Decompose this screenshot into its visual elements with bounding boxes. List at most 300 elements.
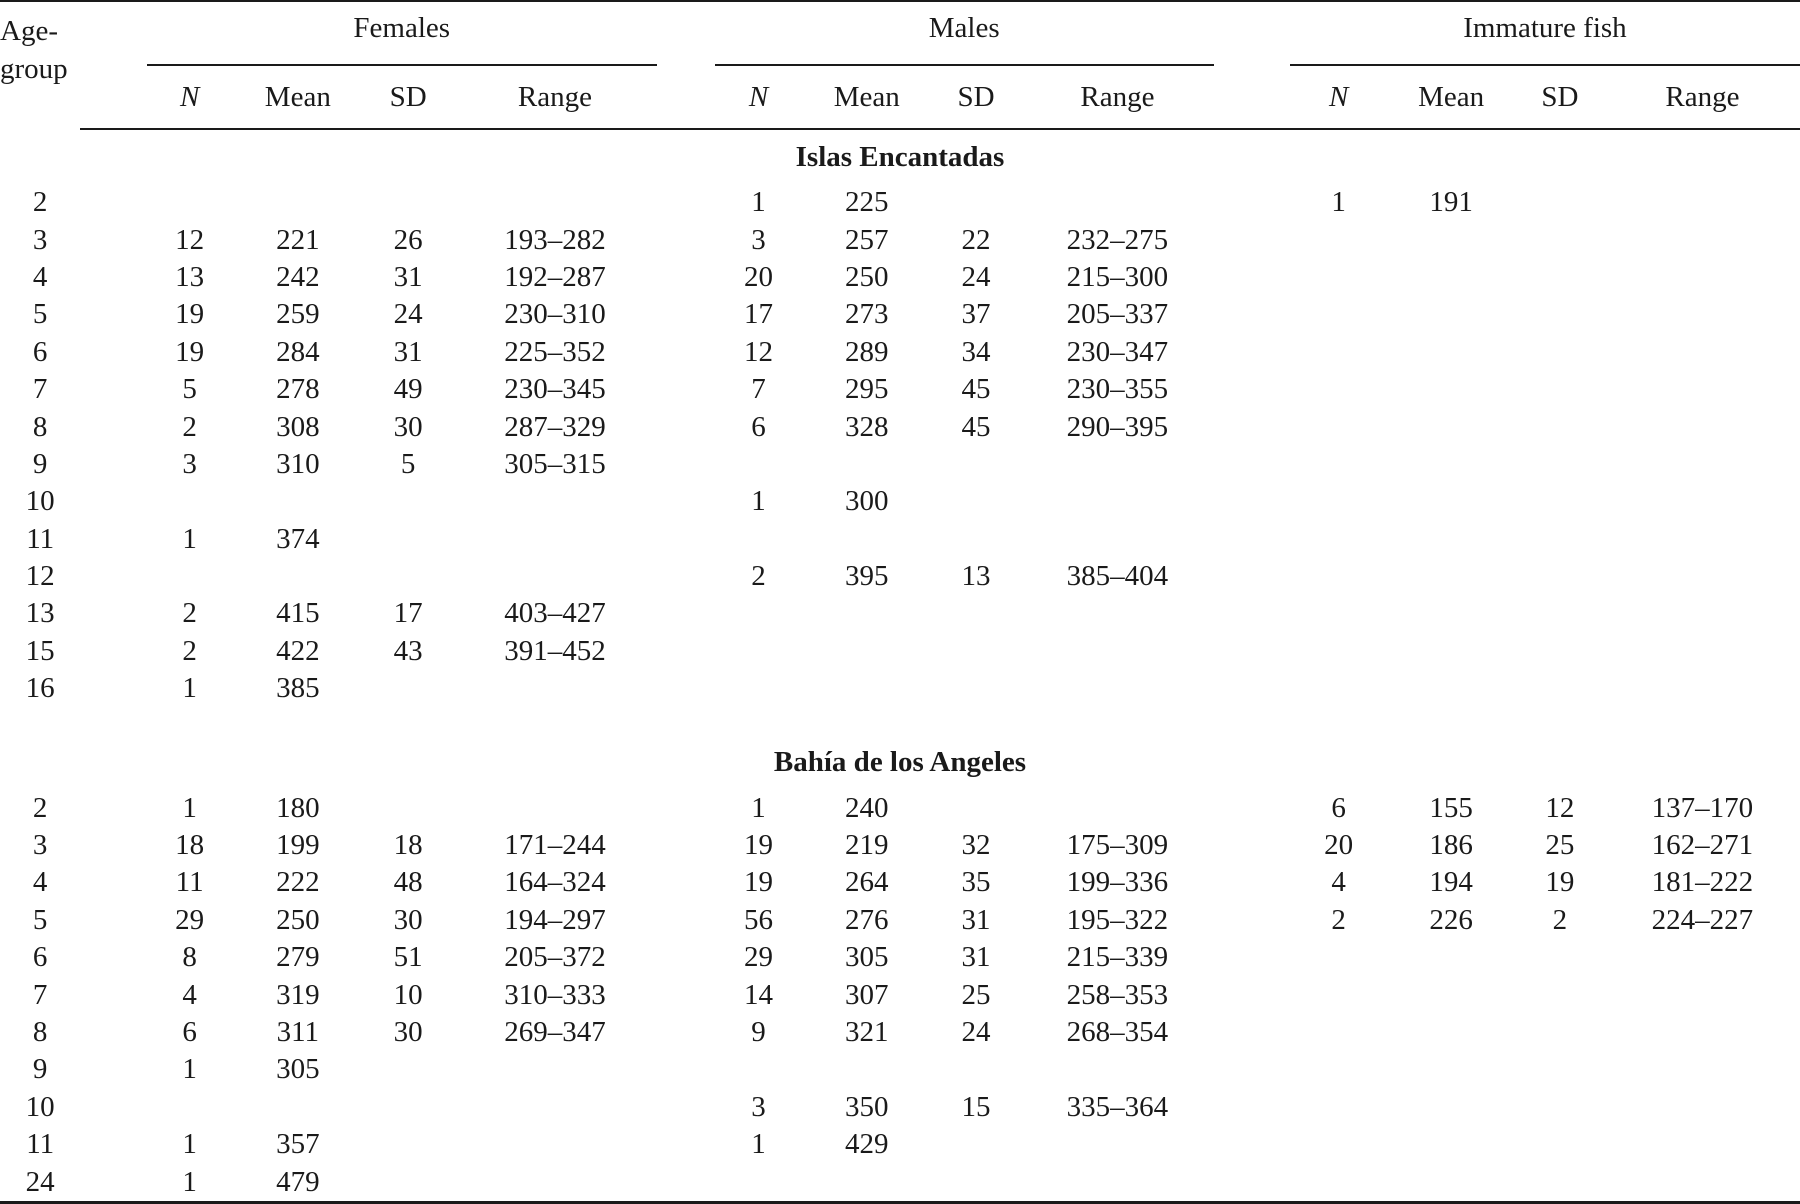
immature-sd-cell [1515, 1014, 1605, 1051]
females-sd-cell: 5 [400, 447, 416, 480]
age-cell: 5 [32, 298, 48, 331]
immature-n-cell [1290, 408, 1387, 445]
males-range-cell [1021, 521, 1214, 558]
females-range-cell: 225–352 [504, 335, 606, 368]
males-mean-cell: 240 [844, 791, 889, 824]
females-range-cell [453, 1126, 657, 1163]
table-row [0, 1126, 1800, 1163]
females-sd-cell [363, 483, 453, 520]
males-n-cell: 12 [744, 335, 774, 368]
males-sd-cell: 45 [961, 410, 991, 443]
table-row [0, 1089, 1800, 1126]
males-mean-cell: 295 [844, 373, 889, 406]
males-range-cell [1021, 1163, 1214, 1202]
males-mean-cell [802, 670, 931, 707]
males-range-cell: 335–364 [1066, 1090, 1169, 1123]
females-range-cell [453, 184, 657, 221]
females-range-cell [453, 789, 657, 826]
immature-sd-cell: 25 [1545, 829, 1575, 862]
males-mean-cell: 429 [844, 1128, 889, 1161]
males-range-cell: 215–339 [1066, 941, 1169, 974]
immature-range-cell [1605, 483, 1800, 520]
table-row [0, 259, 1800, 296]
age-cell: 4 [32, 866, 48, 899]
females-n-cell [147, 1089, 233, 1126]
section-title: Bahía de los Angeles [773, 746, 1027, 779]
females-mean-cell: 250 [276, 903, 320, 936]
females-n-cell: 1 [182, 672, 197, 705]
females-sd-cell [363, 1126, 453, 1163]
females-sd-cell: 31 [393, 335, 423, 368]
females-range-cell [453, 521, 657, 558]
table-row [0, 789, 1800, 826]
table-row [0, 558, 1800, 595]
females-n-cell: 1 [182, 1128, 197, 1161]
males-n-cell [715, 595, 803, 632]
males-sd-cell [931, 1051, 1021, 1088]
immature-sd-cell [1515, 371, 1605, 408]
col-header-mean: Mean [802, 65, 931, 129]
immature-sd-cell [1515, 1089, 1605, 1126]
males-sd-cell: 25 [961, 978, 991, 1011]
males-mean-cell [802, 633, 931, 670]
males-range-cell: 230–347 [1066, 335, 1169, 368]
males-n-cell: 9 [751, 1016, 766, 1048]
col-header-sd: SD [931, 65, 1021, 129]
females-mean-cell: 242 [276, 260, 320, 293]
males-mean-cell: 328 [844, 410, 889, 443]
males-n-cell [715, 670, 803, 707]
immature-mean-cell [1387, 408, 1514, 445]
table-row [0, 1051, 1800, 1088]
males-sd-cell: 37 [961, 298, 991, 331]
males-mean-cell: 225 [844, 186, 889, 219]
males-range-cell [1021, 184, 1214, 221]
males-n-cell [715, 446, 803, 483]
females-range-cell: 194–297 [504, 903, 606, 936]
immature-n-cell [1290, 1089, 1387, 1126]
age-cell: 16 [25, 672, 55, 705]
females-sd-cell: 24 [393, 298, 423, 331]
males-mean-cell: 257 [844, 223, 889, 256]
immature-n-cell: 20 [1324, 829, 1354, 862]
immature-range-cell [1605, 259, 1800, 296]
age-cell: 15 [25, 634, 55, 667]
table-row [0, 184, 1800, 221]
immature-sd-cell [1515, 670, 1605, 707]
immature-n-cell [1290, 1051, 1387, 1088]
males-range-cell: 385–404 [1066, 560, 1169, 593]
immature-mean-cell [1387, 1051, 1514, 1088]
males-n-cell [715, 1051, 803, 1088]
females-n-cell: 3 [182, 447, 197, 480]
table-row [0, 595, 1800, 632]
males-sd-cell: 31 [961, 903, 991, 936]
females-mean-cell: 374 [276, 522, 320, 555]
immature-range-cell [1605, 633, 1800, 670]
immature-n-cell [1290, 1163, 1387, 1202]
immature-mean-cell [1387, 1126, 1514, 1163]
males-mean-cell: 289 [844, 335, 889, 368]
immature-n-cell [1290, 521, 1387, 558]
table-header [0, 1, 1800, 129]
males-range-cell: 175–309 [1066, 829, 1169, 862]
age-cell: 5 [32, 903, 48, 936]
immature-n-cell [1290, 633, 1387, 670]
age-cell: 4 [32, 260, 48, 293]
males-n-cell: 1 [751, 791, 766, 824]
females-range-cell: 287–329 [504, 410, 606, 443]
females-mean-cell [232, 483, 363, 520]
males-sd-cell [931, 789, 1021, 826]
table-body [0, 129, 1800, 1202]
age-cell: 3 [32, 829, 48, 862]
males-range-cell: 232–275 [1066, 223, 1169, 256]
immature-range-cell [1605, 939, 1800, 976]
immature-range-cell [1605, 408, 1800, 445]
females-sd-cell [363, 789, 453, 826]
males-n-cell: 1 [751, 1128, 766, 1161]
table-row [0, 446, 1800, 483]
females-mean-cell [232, 1089, 363, 1126]
females-n-cell: 1 [182, 522, 197, 555]
females-mean-cell: 308 [276, 410, 320, 443]
females-range-cell: 391–452 [504, 634, 606, 667]
females-range-cell: 164–324 [504, 866, 606, 899]
males-sd-cell: 15 [961, 1090, 991, 1123]
immature-range-cell [1605, 521, 1800, 558]
females-mean-cell: 415 [276, 597, 320, 630]
immature-mean-cell [1387, 976, 1514, 1013]
females-range-cell: 310–333 [504, 978, 606, 1011]
immature-mean-cell: 186 [1429, 829, 1473, 862]
females-mean-cell [232, 184, 363, 221]
table-row [0, 827, 1800, 864]
immature-range-cell [1605, 296, 1800, 333]
immature-range-cell [1605, 1089, 1800, 1126]
females-n-cell [147, 558, 233, 595]
age-cell: 12 [25, 560, 55, 593]
immature-range-cell [1605, 595, 1800, 632]
col-header-n: N [715, 65, 803, 129]
females-mean-cell: 221 [276, 223, 320, 256]
immature-mean-cell [1387, 595, 1514, 632]
females-n-cell: 2 [182, 410, 197, 443]
immature-sd-cell: 2 [1552, 903, 1568, 936]
immature-range-cell [1605, 670, 1800, 707]
table-row [0, 902, 1800, 939]
immature-range-cell [1605, 976, 1800, 1013]
immature-range-cell: 137–170 [1651, 791, 1754, 824]
males-sd-cell [931, 521, 1021, 558]
col-header-mean: Mean [1387, 65, 1514, 129]
immature-n-cell [1290, 259, 1387, 296]
males-sd-cell: 31 [961, 941, 991, 974]
immature-sd-cell [1515, 1126, 1605, 1163]
immature-mean-cell: 155 [1429, 791, 1473, 824]
males-sd-cell [931, 483, 1021, 520]
immature-mean-cell [1387, 334, 1514, 371]
age-group-header-line2: group [0, 53, 68, 85]
table-row [0, 670, 1800, 707]
col-header-mean: Mean [232, 65, 363, 129]
table-row [0, 221, 1800, 258]
females-n-cell: 8 [182, 941, 197, 974]
immature-mean-cell [1387, 259, 1514, 296]
females-mean-cell: 305 [276, 1053, 320, 1086]
immature-range-cell [1605, 221, 1800, 258]
immature-range-cell [1605, 446, 1800, 483]
females-mean-cell: 310 [276, 447, 320, 480]
females-range-cell [453, 1163, 657, 1202]
females-sd-cell: 48 [393, 866, 423, 899]
males-mean-cell [802, 1163, 931, 1202]
col-header-sd: SD [363, 65, 453, 129]
immature-mean-cell [1387, 558, 1514, 595]
table-row [0, 408, 1800, 445]
group-header-females: Females [147, 1, 657, 65]
immature-n-cell [1290, 296, 1387, 333]
males-n-cell: 14 [744, 978, 774, 1011]
males-sd-cell: 22 [961, 223, 991, 256]
table-row [0, 334, 1800, 371]
females-n-cell: 2 [182, 597, 197, 630]
immature-mean-cell [1387, 1163, 1514, 1202]
immature-sd-cell [1515, 221, 1605, 258]
males-n-cell: 3 [751, 1090, 766, 1123]
col-header-sd: SD [1515, 65, 1605, 129]
age-cell: 10 [25, 485, 55, 518]
males-sd-cell [931, 1163, 1021, 1202]
immature-mean-cell [1387, 221, 1514, 258]
males-range-cell: 258–353 [1066, 978, 1169, 1011]
females-mean-cell: 422 [276, 634, 320, 667]
males-range-cell [1021, 633, 1214, 670]
immature-n-cell [1290, 221, 1387, 258]
males-range-cell: 205–337 [1066, 298, 1169, 331]
females-range-cell: 269–347 [504, 1016, 606, 1048]
males-n-cell: 19 [744, 866, 774, 899]
immature-sd-cell [1515, 595, 1605, 632]
females-sd-cell: 30 [393, 903, 423, 936]
females-range-cell: 230–310 [504, 298, 606, 331]
males-range-cell: 230–355 [1066, 373, 1169, 406]
males-n-cell: 17 [744, 298, 774, 331]
immature-mean-cell [1387, 633, 1514, 670]
table-row [0, 371, 1800, 408]
immature-sd-cell [1515, 976, 1605, 1013]
immature-mean-cell [1387, 670, 1514, 707]
females-sd-cell [363, 521, 453, 558]
col-header-n: N [1290, 65, 1387, 129]
females-n-cell: 1 [182, 791, 197, 824]
males-sd-cell: 32 [961, 829, 991, 862]
col-header-range: Range [453, 65, 657, 129]
immature-mean-cell [1387, 521, 1514, 558]
females-sd-cell [363, 670, 453, 707]
females-sd-cell: 30 [393, 410, 423, 443]
females-n-cell: 19 [175, 298, 205, 331]
females-mean-cell [232, 558, 363, 595]
males-n-cell: 3 [751, 223, 766, 256]
males-mean-cell: 276 [844, 903, 889, 936]
immature-sd-cell [1515, 408, 1605, 445]
males-n-cell [715, 1163, 803, 1202]
females-range-cell: 230–345 [504, 373, 606, 406]
immature-range-cell: 162–271 [1651, 829, 1754, 862]
males-mean-cell: 395 [844, 560, 889, 593]
females-n-cell: 2 [182, 634, 197, 667]
females-range-cell [453, 1051, 657, 1088]
age-cell: 6 [32, 941, 48, 974]
males-range-cell [1021, 670, 1214, 707]
females-range-cell: 193–282 [504, 223, 606, 256]
immature-n-cell: 1 [1331, 186, 1346, 219]
females-sd-cell: 18 [393, 829, 423, 862]
table-row [0, 296, 1800, 333]
females-mean-cell: 259 [276, 298, 320, 331]
males-range-cell: 199–336 [1066, 866, 1169, 899]
immature-range-cell [1605, 1014, 1800, 1051]
females-mean-cell: 319 [276, 978, 320, 1011]
age-cell: 9 [32, 1053, 48, 1086]
immature-sd-cell [1515, 483, 1605, 520]
immature-range-cell: 224–227 [1651, 903, 1754, 936]
immature-n-cell: 6 [1331, 791, 1346, 824]
section-title: Islas Encantadas [795, 140, 1005, 173]
females-mean-cell: 199 [276, 829, 320, 862]
immature-n-cell [1290, 446, 1387, 483]
females-range-cell: 403–427 [504, 597, 606, 630]
table-row [0, 864, 1800, 901]
immature-mean-cell [1387, 296, 1514, 333]
females-mean-cell: 278 [276, 373, 320, 406]
females-n-cell: 5 [182, 373, 197, 406]
age-cell: 8 [32, 410, 48, 443]
males-n-cell: 20 [744, 260, 774, 293]
females-mean-cell: 279 [276, 941, 320, 974]
females-sd-cell: 51 [393, 941, 423, 974]
males-n-cell: 29 [744, 941, 774, 974]
females-mean-cell: 357 [276, 1128, 320, 1161]
females-n-cell: 1 [182, 1053, 197, 1086]
immature-n-cell [1290, 939, 1387, 976]
table-row [0, 939, 1800, 976]
males-range-cell [1021, 446, 1214, 483]
females-sd-cell [363, 1051, 453, 1088]
immature-n-cell [1290, 976, 1387, 1013]
immature-sd-cell [1515, 446, 1605, 483]
immature-sd-cell [1515, 939, 1605, 976]
females-n-cell: 12 [175, 223, 205, 256]
males-n-cell [715, 521, 803, 558]
females-sd-cell: 31 [393, 260, 423, 293]
males-mean-cell: 219 [844, 829, 889, 862]
immature-mean-cell [1387, 483, 1514, 520]
females-sd-cell [363, 1089, 453, 1126]
males-range-cell [1021, 595, 1214, 632]
table-row [0, 1014, 1800, 1051]
immature-sd-cell [1515, 184, 1605, 221]
males-mean-cell [802, 446, 931, 483]
males-n-cell: 19 [744, 829, 774, 862]
immature-range-cell [1605, 371, 1800, 408]
males-range-cell: 290–395 [1066, 410, 1169, 443]
females-sd-cell: 10 [393, 978, 423, 1011]
table-row [0, 521, 1800, 558]
females-range-cell: 205–372 [504, 941, 606, 974]
age-cell: 7 [32, 978, 48, 1011]
females-n-cell: 6 [182, 1016, 197, 1048]
males-sd-cell: 24 [961, 260, 991, 293]
females-range-cell [453, 558, 657, 595]
immature-mean-cell: 191 [1429, 186, 1473, 219]
age-cell: 11 [26, 1128, 55, 1161]
males-mean-cell [802, 595, 931, 632]
males-sd-cell: 34 [961, 335, 991, 368]
table-row [0, 483, 1800, 520]
age-cell: 10 [25, 1090, 55, 1123]
immature-n-cell [1290, 558, 1387, 595]
males-sd-cell [931, 670, 1021, 707]
females-range-cell [453, 1089, 657, 1126]
group-header-immature: Immature fish [1290, 1, 1800, 65]
col-header-n: N [147, 65, 233, 129]
immature-n-cell [1290, 334, 1387, 371]
males-sd-cell [931, 633, 1021, 670]
immature-range-cell [1605, 184, 1800, 221]
males-mean-cell: 264 [844, 866, 889, 899]
males-sd-cell [931, 184, 1021, 221]
males-mean-cell: 300 [844, 485, 889, 518]
males-range-cell [1021, 483, 1214, 520]
immature-n-cell [1290, 595, 1387, 632]
males-n-cell: 1 [751, 485, 766, 518]
immature-sd-cell: 12 [1545, 791, 1575, 824]
col-header-range: Range [1021, 65, 1214, 129]
females-mean-cell: 479 [232, 1163, 363, 1202]
immature-sd-cell [1515, 1163, 1605, 1202]
females-range-cell: 171–244 [504, 829, 606, 862]
age-cell: 11 [26, 522, 55, 555]
males-sd-cell: 13 [961, 560, 991, 593]
females-n-cell: 4 [182, 978, 197, 1011]
age-cell: 24 [0, 1163, 80, 1202]
age-group-header [0, 1, 80, 129]
immature-sd-cell [1515, 521, 1605, 558]
males-n-cell: 1 [751, 186, 766, 219]
males-sd-cell [931, 1126, 1021, 1163]
males-range-cell: 268–354 [1066, 1016, 1169, 1048]
males-n-cell: 56 [744, 903, 774, 936]
immature-range-cell [1605, 1051, 1800, 1088]
immature-n-cell: 2 [1331, 903, 1346, 936]
females-n-cell: 13 [175, 260, 205, 293]
males-mean-cell [802, 521, 931, 558]
males-sd-cell: 35 [961, 866, 991, 899]
immature-mean-cell [1387, 371, 1514, 408]
females-sd-cell [363, 184, 453, 221]
immature-mean-cell [1387, 1089, 1514, 1126]
females-mean-cell: 180 [276, 791, 320, 824]
age-cell: 7 [32, 373, 48, 406]
males-range-cell: 195–322 [1066, 903, 1169, 936]
males-range-cell [1021, 789, 1214, 826]
age-cell: 8 [32, 1016, 48, 1048]
females-n-cell: 29 [175, 903, 205, 936]
immature-n-cell [1290, 371, 1387, 408]
males-sd-cell [931, 595, 1021, 632]
